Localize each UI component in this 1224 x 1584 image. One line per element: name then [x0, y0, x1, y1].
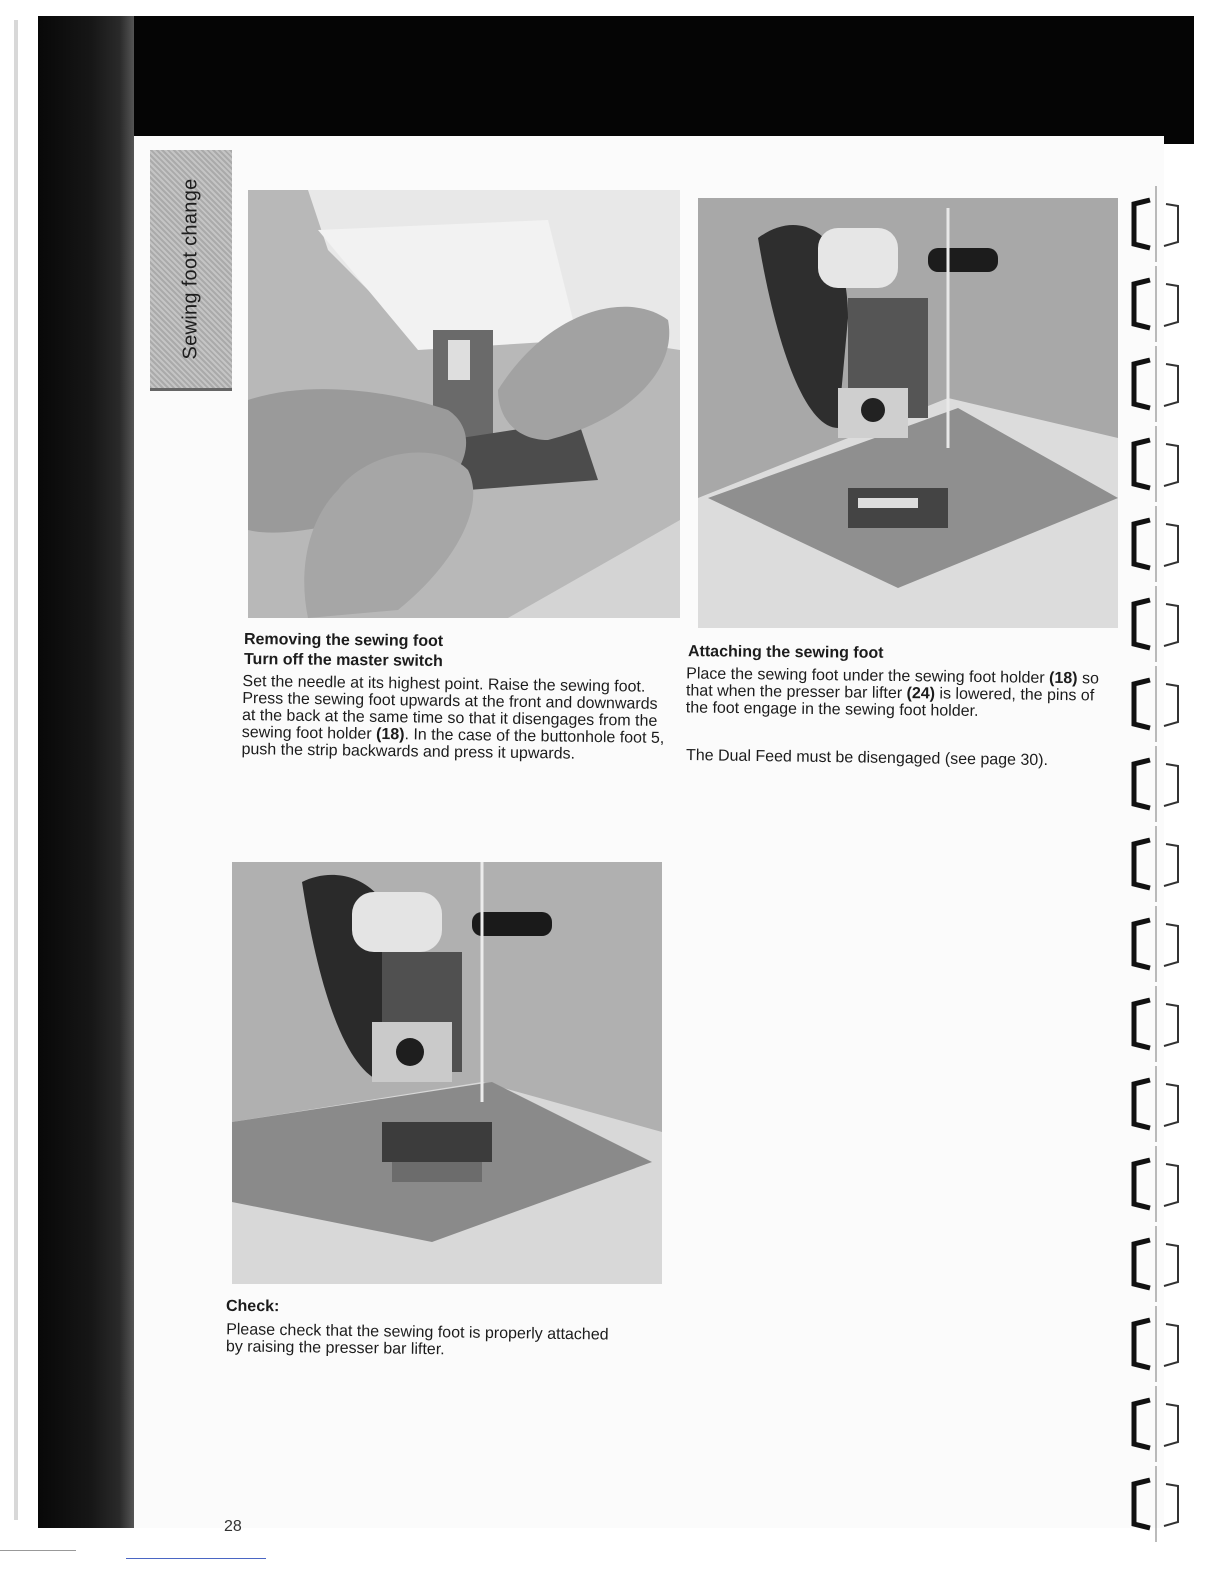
check-heading: Check:: [225, 1297, 280, 1316]
spiral-ring: [1134, 1386, 1178, 1462]
spiral-ring: [1134, 506, 1178, 582]
check-instructions: Please check that the sewing foot is properly attached by raising the presser bar lifter.: [225, 1321, 609, 1359]
dual-feed-note: The Dual Feed must be disengaged (see page 30).: [685, 747, 1049, 770]
spiral-ring: [1134, 826, 1178, 902]
removing-text-1: Set the needle at its highest point. Raise the sewing foot. Press the sewing foot upwards at the front and downwards at the back at the same time so that it disengages from the sewing foot holder: [241, 673, 658, 743]
section-tab-label: Sewing foot change: [179, 178, 202, 360]
spiral-ring: [1134, 986, 1178, 1062]
spiral-ring: [1134, 1466, 1178, 1542]
scan-edge-line: [14, 20, 18, 1520]
removing-text-2: . In the case of the buttonhole foot 5, push the strip backwards and press it upwards.: [241, 726, 665, 763]
scan-border-top: [38, 16, 1194, 144]
removing-foot-instructions: [241, 673, 668, 764]
attaching-text-3: is lowered, the pins of the foot engage in the sewing foot holder.: [685, 685, 1095, 720]
spiral-ring: [1134, 1306, 1178, 1382]
spiral-ring: [1134, 586, 1178, 662]
attaching-ref-holder: (18): [1048, 669, 1078, 688]
scan-artifact-line-left: [0, 1550, 76, 1551]
section-tab: [150, 150, 232, 391]
photo-check-foot: [232, 862, 662, 1284]
attaching-ref-lifter: (24): [906, 685, 936, 703]
spiral-ring: [1134, 426, 1178, 502]
spiral-ring: [1134, 266, 1178, 342]
spiral-ring: [1134, 186, 1178, 262]
photo-removing-foot: [248, 190, 680, 618]
attaching-foot-heading: Attaching the sewing foot: [687, 643, 884, 662]
spiral-ring: [1134, 746, 1178, 822]
attaching-foot-instructions: [686, 665, 1111, 721]
spiral-ring: [1134, 906, 1178, 982]
attaching-text-1: Place the sewing foot under the sewing foot holder: [686, 665, 1050, 687]
scan-border-left: [38, 16, 134, 1528]
spiral-binding: [1120, 150, 1216, 1560]
removing-foot-heading: Removing the sewing foot: [243, 630, 444, 651]
spiral-ring: [1134, 1066, 1178, 1142]
scan-artifact-line: [126, 1558, 266, 1559]
spiral-ring: [1134, 1226, 1178, 1302]
attaching-text-2: so that when the presser bar lifter: [685, 670, 1099, 703]
spiral-ring: [1134, 346, 1178, 422]
spiral-ring: [1134, 666, 1178, 742]
photo-attaching-foot: [698, 198, 1118, 628]
page-number: 28: [224, 1518, 242, 1535]
master-switch-subheading: Turn off the master switch: [243, 650, 443, 671]
removing-ref-holder: (18): [375, 725, 405, 744]
spiral-ring: [1134, 1146, 1178, 1222]
